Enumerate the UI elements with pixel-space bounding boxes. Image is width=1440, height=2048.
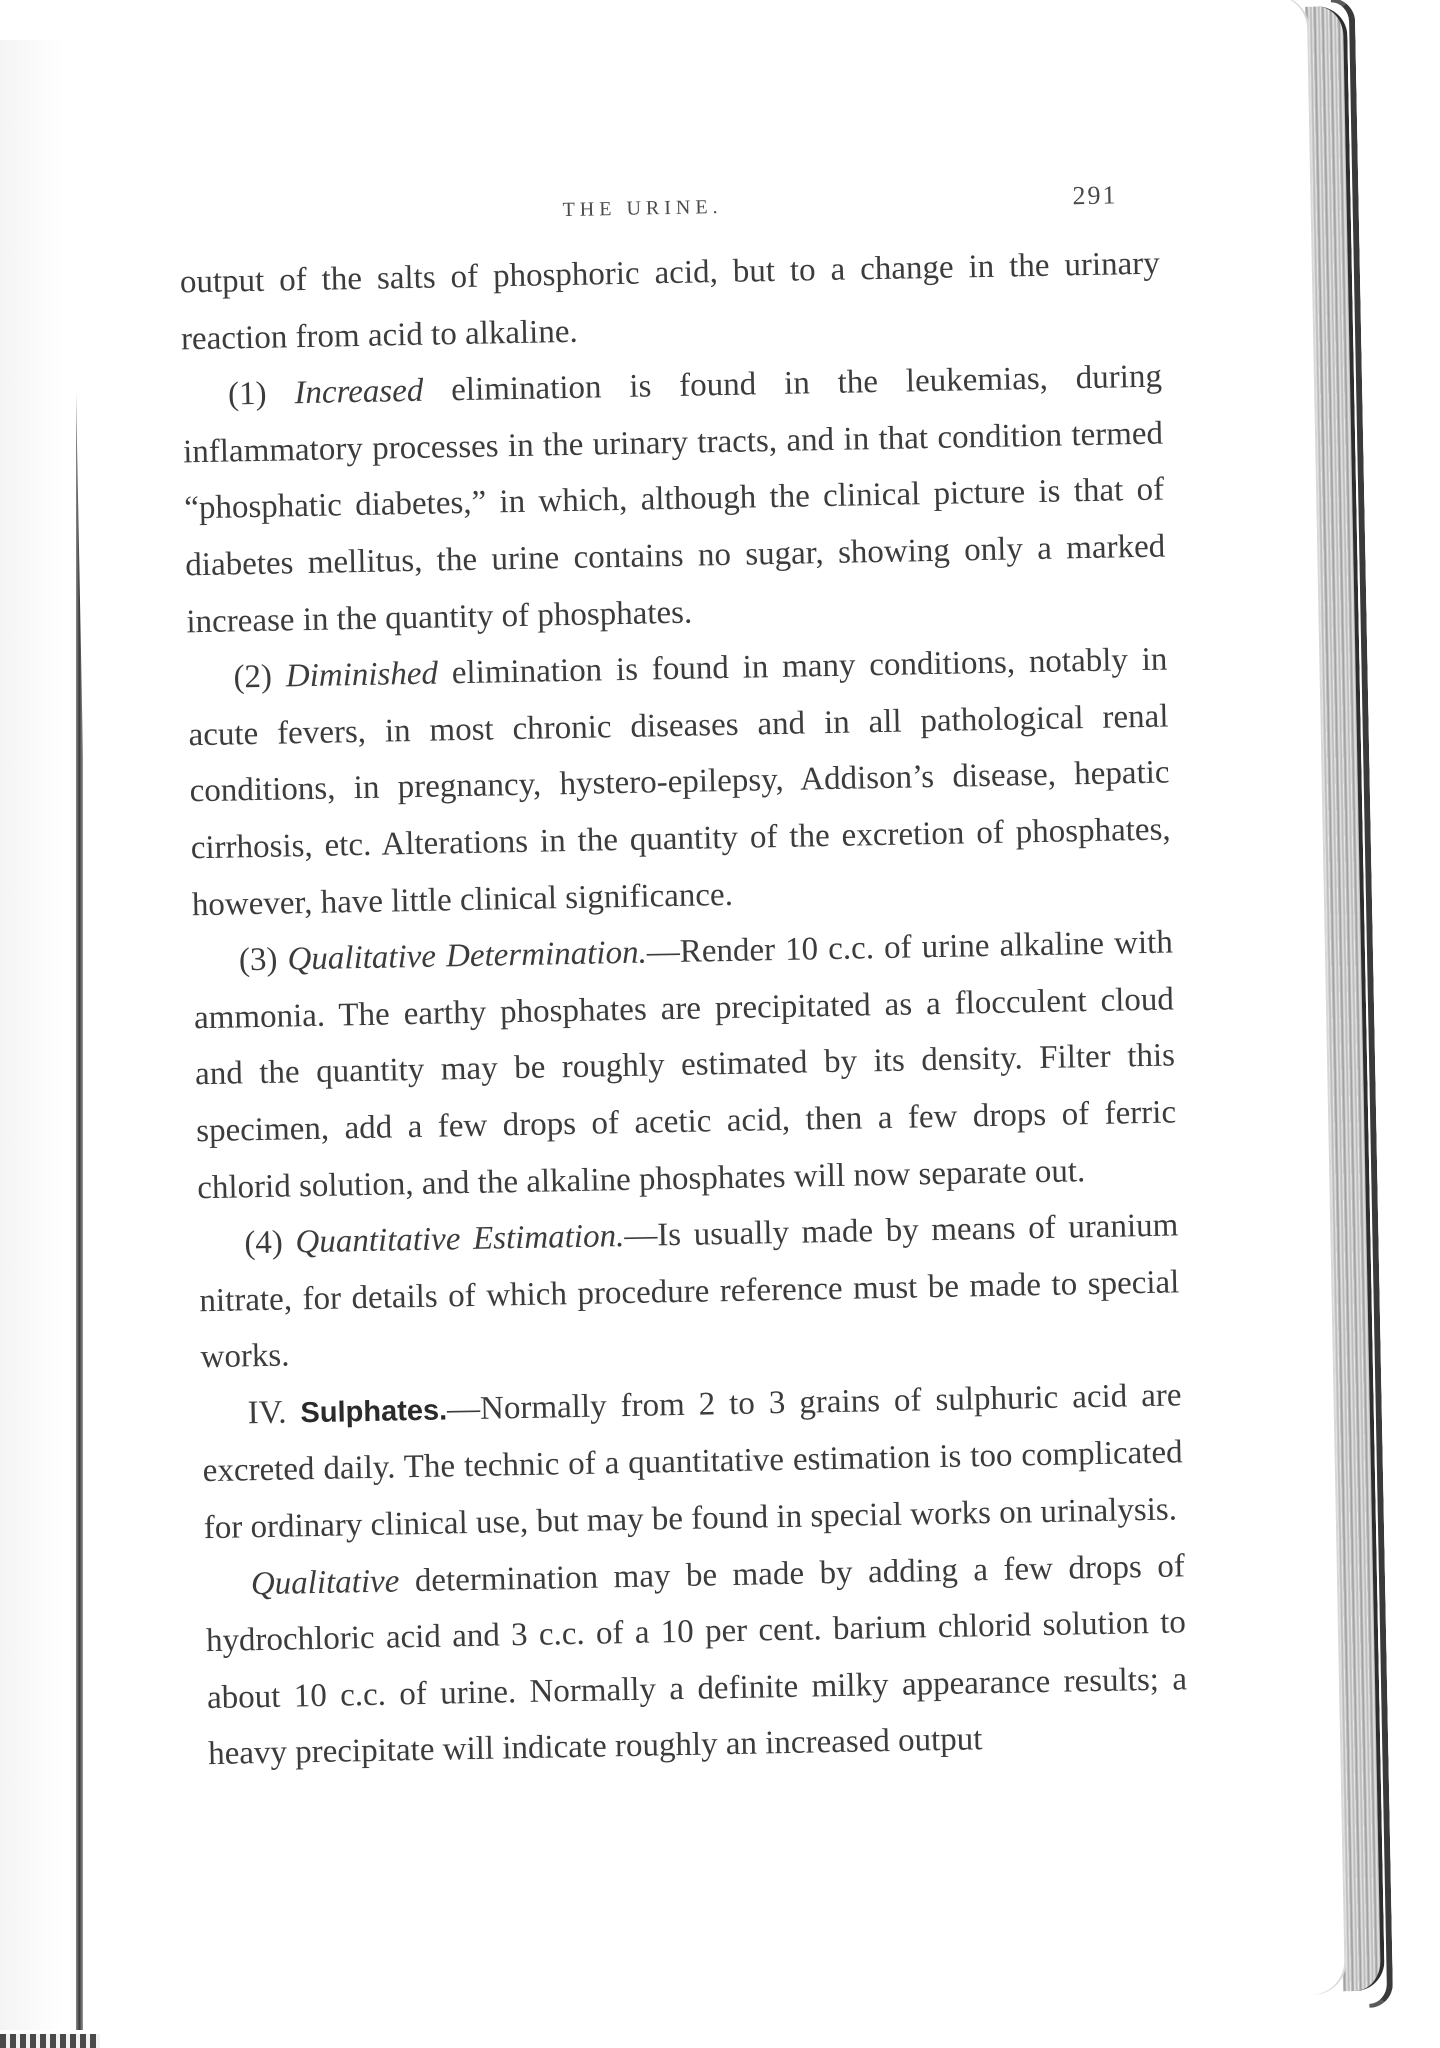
item-number: (2) [233,658,273,696]
paragraph-diminished [187,632,1172,934]
running-head-title: THE URINE. [562,195,723,222]
scan-edge-artifact [0,2034,100,2048]
italic-term: Qualitative Determination. [287,934,648,978]
book-page [69,0,1347,2018]
italic-term: Diminished [285,655,439,695]
paragraph-text: —Render 10 c.c. of urine alkaline with ammonia. The earthy phosphates are precipitated as a flocculent cloud and the quantity may be roughly estimated by its density. Filter this specimen, add a few drops of acetic acid, then a few drops of ferric chlorid solution, and the alkaline phosphates will now separate out. [193,924,1177,1206]
paragraph-continued [179,236,1161,368]
item-number: (3) [238,941,278,979]
italic-term: Increased [294,372,424,412]
paragraph-text: —Is usually made by means of uranium nitrate, for details of which procedure reference must be made to special works. [199,1207,1180,1376]
page-number: 291 [1072,180,1118,211]
section-heading: Sulphates. [300,1394,448,1430]
item-number: (1) [227,375,267,413]
paragraph-text: —Normally from 2 to 3 grains of sulphuric acid are excreted daily. The technic of a quantitative estimation is too complicated for ordinary clinical use, but may be found in special works on urinalysis. [202,1377,1183,1547]
page-body [179,236,1188,1784]
paragraph-text: elimination is found in many conditions, notably in acute fevers, in most chronic diseases and in all pathological renal conditions, in pregnancy, hystero-epilepsy, Addison’s disease, hepatic cirrhosis, etc. Alterations in the quantity of the excretion of phosphates, however, have little clinical significance. [188,641,1171,923]
item-number: (4) [244,1224,284,1262]
section-number: IV. [247,1394,287,1432]
paragraph-text: output of the salts of phosphoric acid, but to a change in the urinary reaction from acid to alkaline. [179,245,1161,357]
italic-term: Quantitative Estimation. [295,1218,625,1261]
paragraph-qualitative-determination [192,915,1177,1217]
paragraph-text: elimination is found in the leukemias, during inflammatory processes in the urinary tracts, and in that condition termed “phosphatic diabetes,” in which, although the clinical picture is that of diabetes mellitus, the urine contains no sugar, showing only a marked increase in the quantity of phosphates. [182,358,1166,640]
paragraph-qualitative-sulphates [204,1538,1188,1783]
paragraph-increased [182,349,1167,651]
italic-term: Qualitative [250,1563,400,1602]
paragraph-quantitative-estimation [198,1197,1181,1386]
right-page-block [69,0,1387,2028]
paragraph-text: determination may be made by adding a few drops of hydrochloric acid and 3 c.c. of a 10 per cent. barium chlorid solution to about 10 c.c. of urine. Normally a definite milky appearance results; a heavy precipitate will indicate roughly an increased output [205,1547,1188,1773]
paragraph-sulphates [201,1367,1184,1557]
